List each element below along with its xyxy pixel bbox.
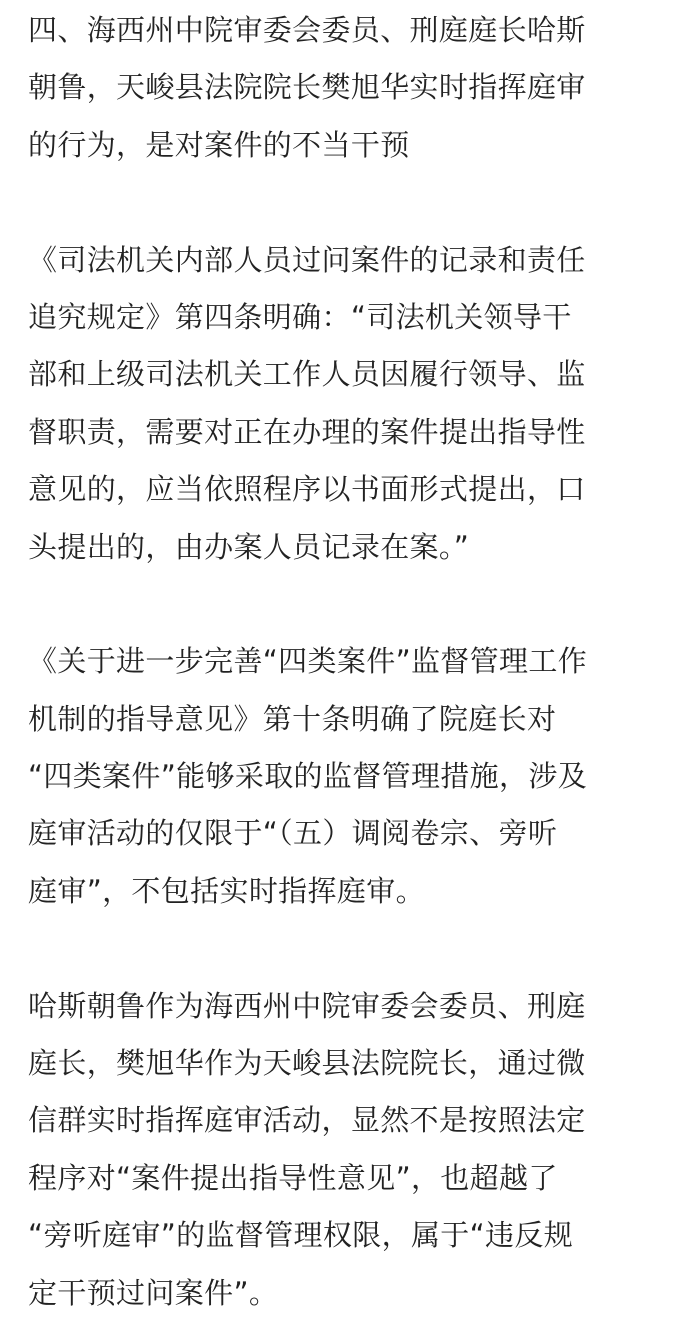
text-line: 的行为，是对案件的不当干预: [28, 127, 410, 162]
text-line: 信群实时指挥庭审活动，显然不是按照法定: [28, 1103, 586, 1138]
paragraph-regulation-quote: [28, 232, 668, 576]
text-line: 庭审”，不包括实时指挥庭审。: [28, 873, 425, 908]
text-line: 庭审活动的仅限于“（五）调阅卷宗、旁听: [28, 816, 558, 851]
paragraph-spacer: [28, 576, 668, 633]
paragraph-conclusion: [28, 978, 668, 1322]
text-line: 哈斯朝鲁作为海西州中院审委会委员、刑庭: [28, 988, 586, 1023]
text-line: 《司法机关内部人员过问案件的记录和责任: [28, 242, 586, 277]
text-line: 部和上级司法机关工作人员因履行领导、监: [28, 357, 586, 392]
paragraph-guidance-opinion: [28, 633, 668, 920]
text-line: “四类案件”能够采取的监督管理措施，涉及: [28, 759, 588, 794]
text-line: 机制的指导意见》第十条明确了院庭长对: [28, 701, 557, 736]
article-body: [28, 0, 668, 1322]
text-line: 定干预过问案件”。: [28, 1275, 279, 1310]
paragraph-spacer: [28, 920, 668, 977]
text-line: 程序对“案件提出指导性意见”，也超越了: [28, 1160, 558, 1195]
text-line: 头提出的，由办案人员记录在案。”: [28, 529, 470, 564]
text-line: 意见的，应当依照程序以书面形式提出，口: [28, 472, 586, 507]
text-line: “旁听庭审”的监督管理权限，属于“违反规: [28, 1218, 574, 1253]
paragraph-heading: [28, 2, 668, 174]
text-line: 追究规定》第四条明确：“司法机关领导干: [28, 299, 572, 334]
text-line: 督职责，需要对正在办理的案件提出指导性: [28, 414, 586, 449]
paragraph-spacer: [28, 174, 668, 231]
text-line: 《关于进一步完善“四类案件”监督管理工作: [28, 644, 588, 679]
text-line: 庭长，樊旭华作为天峻县法院院长，通过微: [28, 1046, 586, 1081]
text-line: 朝鲁，天峻县法院院长樊旭华实时指挥庭审: [28, 70, 586, 105]
text-line: 四、海西州中院审委会委员、刑庭庭长哈斯: [28, 13, 586, 47]
